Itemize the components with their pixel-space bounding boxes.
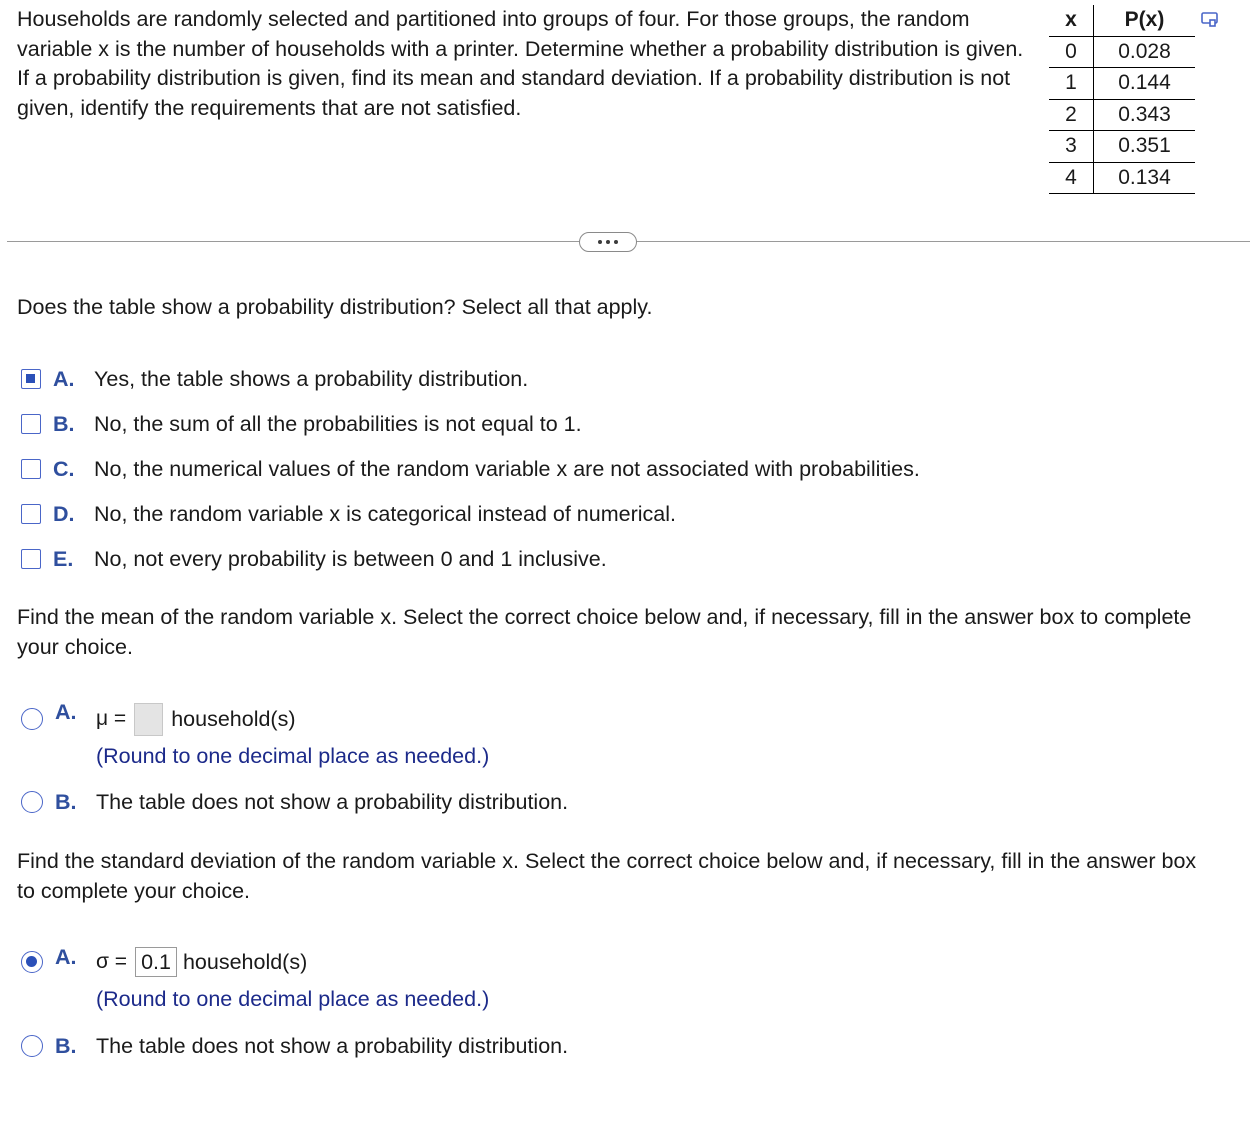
cell-x: 0 bbox=[1049, 36, 1094, 68]
question-2-text: Find the mean of the random variable x. Select the correct choice below and, if necessary, fill in the answer box to complete your choice. bbox=[17, 605, 1192, 659]
checkbox-b[interactable] bbox=[21, 414, 41, 434]
option-text: No, the numerical values of the random variable x are not associated with probabilities. bbox=[94, 456, 920, 481]
sigma-symbol: σ = bbox=[96, 950, 128, 973]
mean-answer-input[interactable] bbox=[134, 703, 163, 736]
checkbox-c[interactable] bbox=[21, 459, 41, 479]
unit-label: household(s) bbox=[182, 949, 308, 974]
question-3-text: Find the standard deviation of the random variable x. Select the correct choice below and, if necessary, fill in the answer box to complete your choice. bbox=[17, 849, 1197, 903]
option-letter: A. bbox=[55, 700, 77, 724]
probability-table bbox=[1049, 5, 1195, 194]
q1-option-a[interactable] bbox=[21, 364, 528, 394]
header-x: x bbox=[1049, 5, 1094, 36]
q3-option-a[interactable] bbox=[21, 947, 307, 977]
cell-x: 3 bbox=[1049, 131, 1094, 163]
radio-a[interactable] bbox=[21, 951, 43, 973]
q1-option-b[interactable] bbox=[21, 409, 582, 439]
cell-x: 4 bbox=[1049, 162, 1094, 194]
option-text: No, not every probability is between 0 and 1 inclusive. bbox=[94, 546, 607, 571]
option-letter: B. bbox=[53, 411, 75, 436]
question-prompt: Households are randomly selected and partitioned into groups of four. For those groups, the random variable x is the number of households with a printer. Determine whether a probability distribution is given. If a probability distribution is given, find its mean and standard deviation. If a probability distribution is not given, identify the requirements that are not satisfied. bbox=[17, 7, 1024, 120]
q1-option-e[interactable] bbox=[21, 544, 607, 574]
option-text: The table does not show a probability distribution. bbox=[96, 1033, 569, 1058]
radio-a[interactable] bbox=[21, 708, 43, 730]
cell-px: 0.144 bbox=[1094, 68, 1196, 100]
cell-px: 0.134 bbox=[1094, 162, 1196, 194]
cell-x: 2 bbox=[1049, 99, 1094, 131]
q2-option-a[interactable] bbox=[21, 700, 296, 734]
unit-label: household(s) bbox=[171, 706, 296, 731]
expand-more-button[interactable] bbox=[579, 232, 637, 252]
option-letter: E. bbox=[53, 546, 74, 571]
option-text: Yes, the table shows a probability distribution. bbox=[94, 366, 529, 391]
option-text: No, the random variable x is categorical instead of numerical. bbox=[94, 501, 676, 526]
table-row bbox=[1049, 99, 1195, 131]
checkbox-e[interactable] bbox=[21, 549, 41, 569]
dot-icon bbox=[598, 240, 602, 244]
q1-option-d[interactable] bbox=[21, 499, 676, 529]
header-px: P(x) bbox=[1094, 5, 1196, 36]
table-row bbox=[1049, 131, 1195, 163]
option-text: No, the sum of all the probabilities is not equal to 1. bbox=[94, 411, 582, 436]
checkbox-d[interactable] bbox=[21, 504, 41, 524]
popout-icon[interactable] bbox=[1200, 10, 1220, 30]
cell-px: 0.028 bbox=[1094, 36, 1196, 68]
radio-b[interactable] bbox=[21, 791, 43, 813]
checkbox-a[interactable] bbox=[21, 369, 41, 389]
radio-b[interactable] bbox=[21, 1035, 43, 1057]
dot-icon bbox=[606, 240, 610, 244]
sd-answer-input[interactable]: 0.1 bbox=[135, 947, 177, 977]
table-header-row bbox=[1049, 5, 1195, 36]
option-text: The table does not show a probability distribution. bbox=[96, 789, 569, 814]
option-letter: B. bbox=[55, 789, 77, 814]
rounding-hint: (Round to one decimal place as needed.) bbox=[96, 744, 490, 768]
question-1-text: Does the table show a probability distribution? Select all that apply. bbox=[17, 295, 653, 319]
option-letter: B. bbox=[55, 1033, 77, 1058]
cell-px: 0.343 bbox=[1094, 99, 1196, 131]
option-letter: A. bbox=[53, 366, 75, 391]
table-row bbox=[1049, 162, 1195, 194]
option-letter: A. bbox=[55, 945, 77, 969]
cell-x: 1 bbox=[1049, 68, 1094, 100]
option-letter: D. bbox=[53, 501, 75, 526]
q3-option-b[interactable] bbox=[21, 1031, 568, 1061]
table-row bbox=[1049, 68, 1195, 100]
table-row bbox=[1049, 36, 1195, 68]
option-letter: C. bbox=[53, 456, 75, 481]
dot-icon bbox=[614, 240, 618, 244]
mean-symbol: μ = bbox=[96, 707, 127, 730]
q1-option-c[interactable] bbox=[21, 454, 920, 484]
cell-px: 0.351 bbox=[1094, 131, 1196, 163]
q2-option-b[interactable] bbox=[21, 787, 568, 817]
rounding-hint: (Round to one decimal place as needed.) bbox=[96, 987, 490, 1011]
